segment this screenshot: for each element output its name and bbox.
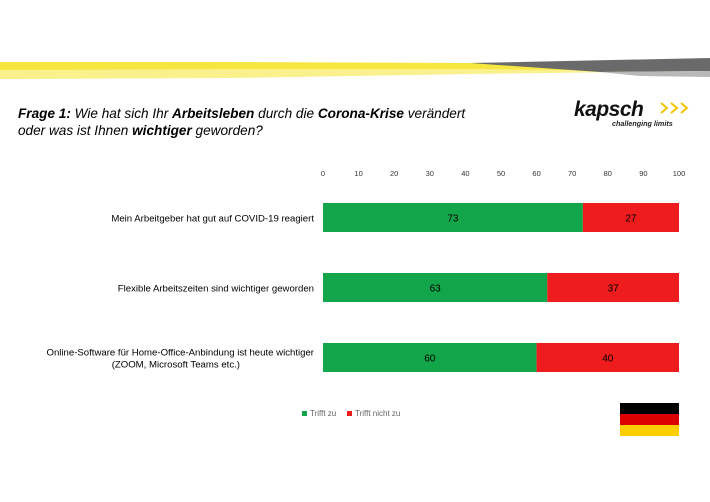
category-label: Mein Arbeitgeber hat gut auf COVID-19 reagiert (111, 213, 314, 225)
question-part: geworden? (191, 123, 263, 138)
data-label: 27 (625, 213, 637, 225)
x-tick-label: 80 (603, 169, 612, 178)
data-label: 60 (424, 353, 436, 365)
legend-swatch (347, 411, 352, 416)
category-label: Flexible Arbeitszeiten sind wichtiger geworden (117, 283, 314, 295)
question-part: Arbeitsleben (172, 106, 255, 121)
question-part: wichtiger (132, 123, 192, 138)
data-label: 40 (602, 353, 614, 365)
x-tick-label: 10 (354, 169, 363, 178)
logo-chevrons-icon (660, 101, 694, 115)
x-tick-label: 50 (496, 169, 506, 178)
legend-label: Trifft zu (310, 409, 337, 418)
chart (0, 160, 710, 430)
x-tick-label: 100 (672, 169, 686, 178)
x-tick-label: 70 (568, 169, 577, 178)
legend-swatch (302, 411, 307, 416)
data-label: 63 (429, 283, 441, 295)
x-tick-label: 20 (390, 169, 399, 178)
question-body (18, 106, 465, 138)
legend-label: Trifft nicht zu (355, 409, 401, 418)
x-tick-label: 60 (532, 169, 541, 178)
x-tick-label: 90 (639, 169, 648, 178)
x-tick-label: 0 (320, 169, 326, 178)
data-label: 73 (447, 213, 459, 225)
x-tick-label: 40 (461, 169, 470, 178)
banner-silver-band (600, 71, 710, 77)
question-label: Frage 1: (18, 106, 71, 121)
header-banner (0, 0, 710, 95)
data-label: 37 (607, 283, 619, 295)
question-part: durch die (254, 106, 318, 121)
x-tick-label: 30 (425, 169, 434, 178)
flag-stripe-red (620, 414, 679, 425)
question-text (18, 105, 488, 139)
logo-tagline: challenging limits (612, 119, 673, 128)
flag-stripe-black (620, 403, 679, 414)
logo-wordmark: kapsch (574, 98, 644, 121)
germany-flag-icon (620, 403, 679, 436)
kapsch-logo (574, 98, 694, 132)
question-part: Corona-Krise (317, 106, 404, 121)
flag-stripe-gold (620, 425, 679, 436)
question-part: Wie hat sich Ihr (74, 106, 173, 121)
category-label: Online-Software für Home-Office-Anbindung ist heute wichtiger (ZOOM, Microsoft Teams etc.) (46, 347, 314, 371)
question-part: verändert oder was ist Ihnen (18, 106, 466, 138)
